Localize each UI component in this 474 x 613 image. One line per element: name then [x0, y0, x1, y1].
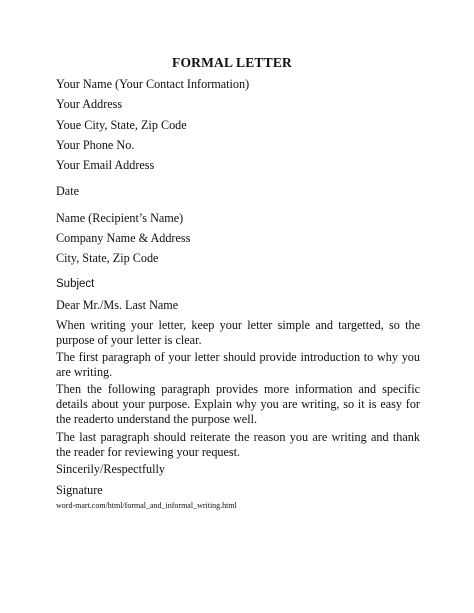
sender-email: Your Email Address — [56, 158, 155, 172]
body-paragraph-2: The first paragraph of your letter should provide introduction to why you are writing. — [56, 350, 420, 379]
recipient-company: Company Name & Address — [56, 231, 191, 245]
letter-title — [0, 55, 404, 71]
letter-subject: Subject — [56, 278, 95, 290]
body-paragraph-4: The last paragraph should reiterate the reason you are writing and thank the reader for reviewing your request. — [56, 430, 420, 459]
source-url: word-mart.com/html/formal_and_informal_writing.html — [56, 501, 237, 510]
recipient-name: Name (Recipient’s Name) — [56, 211, 184, 225]
signature: Signature — [56, 483, 103, 497]
body-paragraph-1: When writing your letter, keep your letter simple and targetted, so the purpose of your letter is clear. — [56, 318, 420, 347]
letter-date: Date — [56, 184, 80, 198]
sender-city: Youe City, State, Zip Code — [56, 118, 187, 132]
sender-phone: Your Phone No. — [56, 138, 135, 152]
sender-address: Your Address — [56, 97, 123, 111]
letter-title-text: FORMAL LETTER — [172, 55, 292, 70]
salutation: Dear Mr./Ms. Last Name — [56, 298, 179, 312]
closing: Sincerily/Respectfully — [56, 462, 165, 476]
sender-name: Your Name (Your Contact Information) — [56, 77, 250, 91]
body-paragraph-3: Then the following paragraph provides more information and specific details about your purpose. Explain why you are writing, so it is easy for the readerto understand the purpose well. — [56, 382, 420, 426]
recipient-city: City, State, Zip Code — [56, 251, 159, 265]
